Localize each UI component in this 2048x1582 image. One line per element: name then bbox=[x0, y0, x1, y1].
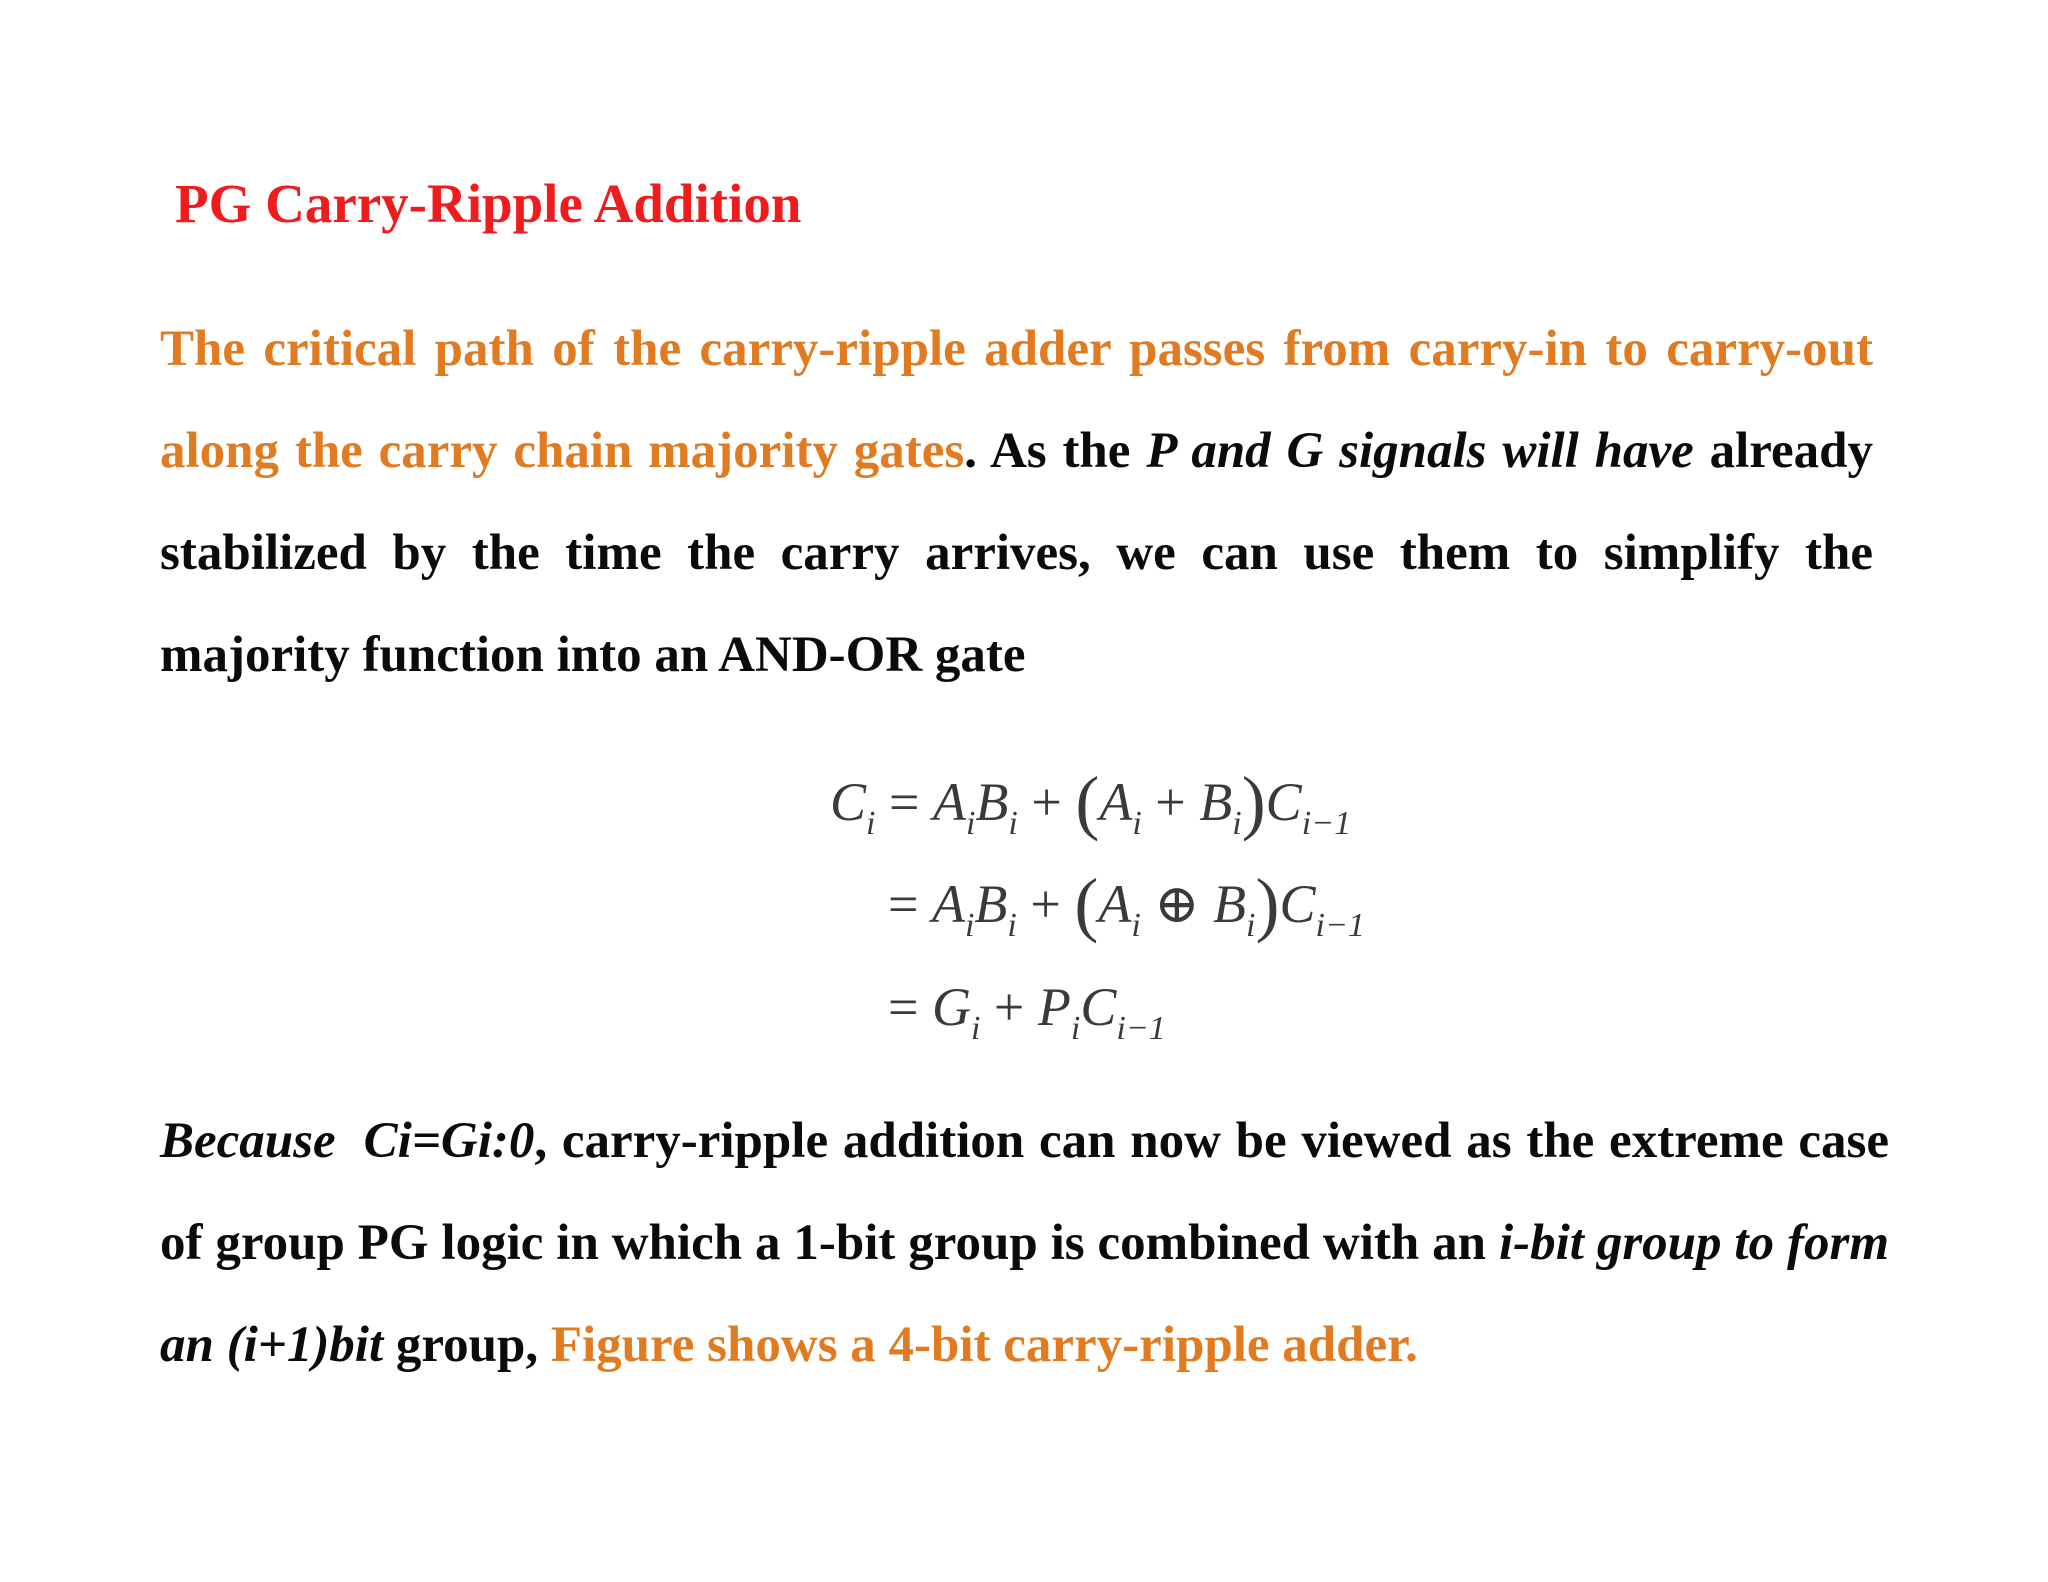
paragraph-critical-path bbox=[160, 298, 1873, 706]
pg-signals-italic: P and G signals will have bbox=[1146, 423, 1694, 479]
para2-text-b: group, bbox=[383, 1317, 551, 1373]
figure-reference-highlight: Figure shows a 4-bit carry-ripple adder. bbox=[550, 1317, 1418, 1373]
slide-title: PG Carry-Ripple Addition bbox=[175, 173, 802, 234]
para1-text-b: already stabilized by the time the carry arrives, we can use them to simplify the majority function into an AND-OR gate bbox=[160, 423, 1874, 683]
ci-equals-gi-italic: Ci=Gi:0 bbox=[363, 1113, 535, 1169]
because-italic: Because bbox=[160, 1113, 336, 1169]
para1-text-a: . As the bbox=[964, 423, 1147, 479]
equation-line-2: = $A_iB_i + (A_i$ ⊕ $B_i)C_{i-1}$ bbox=[888, 864, 1365, 944]
equation-line-3: = $G_i + P_iC_{i-1}$ bbox=[888, 977, 1166, 1047]
para2-text-a: , carry-ripple addition can now be viewed as the extreme case of group PG logic in which a 1-bit group is combined with an bbox=[160, 1113, 1889, 1271]
i-bit-group-italic: i-bit group to form an (i+1)bit bbox=[160, 1215, 1889, 1373]
critical-path-highlight: The critical path of the carry-ripple adder passes from carry-in to carry-out along the carry chain majority gates bbox=[160, 321, 1873, 479]
paragraph-because bbox=[160, 1090, 1889, 1396]
equation-line-1: $C_i = A_iB_i + (A_i + B_i)C_{i-1}$ bbox=[830, 762, 1352, 842]
